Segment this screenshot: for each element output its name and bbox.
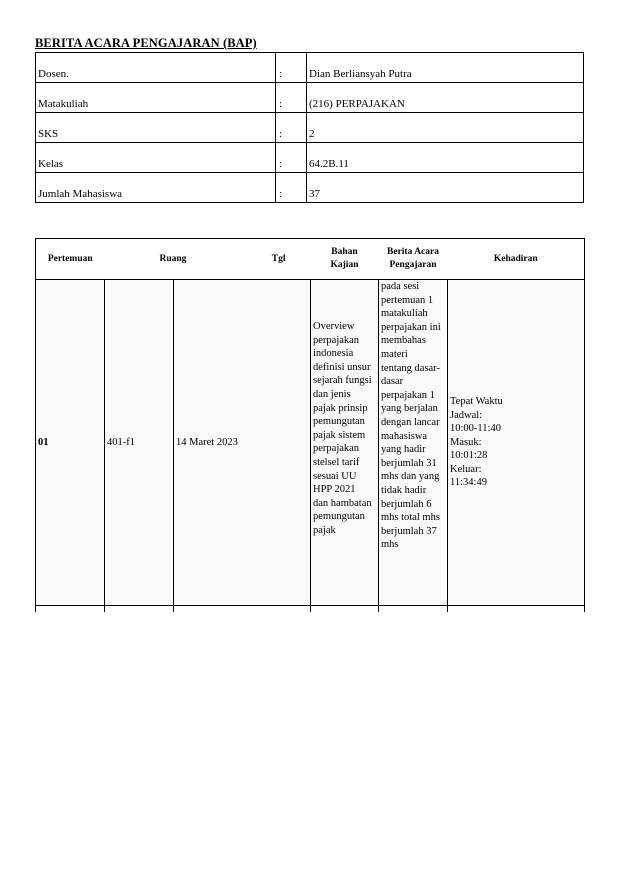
info-value: (216) PERPAJAKAN bbox=[307, 83, 584, 113]
cell-text-line: pemungutan bbox=[313, 511, 365, 523]
info-separator: : bbox=[276, 173, 307, 203]
cell-text-line: indonesia bbox=[313, 348, 354, 360]
table-row bbox=[36, 280, 585, 606]
table-header-row bbox=[36, 239, 585, 280]
cell-text-line: HPP 2021 bbox=[313, 484, 356, 496]
header-ruang: Ruang bbox=[105, 239, 174, 280]
info-value: 64.2B.11 bbox=[307, 143, 584, 173]
info-value: 2 bbox=[307, 113, 584, 143]
cell-text-line: berjumlah 31 bbox=[381, 457, 437, 469]
info-separator: : bbox=[276, 113, 307, 143]
cell-pertemuan: 01 bbox=[36, 280, 105, 606]
cell-text-line: yang berjalan bbox=[381, 403, 438, 415]
info-label: Matakuliah bbox=[36, 83, 276, 113]
cell-text-line: matakuliah bbox=[381, 308, 428, 320]
cell-empty bbox=[448, 606, 585, 613]
bap-table bbox=[35, 238, 585, 612]
info-label: Kelas bbox=[36, 143, 276, 173]
info-row-kelas bbox=[36, 143, 584, 173]
cell-text-line: perpajakan bbox=[313, 443, 360, 455]
table-row-continued bbox=[36, 606, 585, 613]
cell-text-line: sejarah fungsi bbox=[313, 375, 372, 387]
cell-text-line: yang hadir bbox=[381, 444, 426, 456]
info-label: SKS bbox=[36, 113, 276, 143]
cell-berita-acara bbox=[379, 280, 448, 606]
header-pertemuan: Pertemuan bbox=[36, 239, 105, 280]
page-title: BERITA ACARA PENGAJARAN (BAP) bbox=[35, 36, 257, 50]
cell-text-line: dan hambatan bbox=[313, 497, 372, 509]
header-kehadiran: Kehadiran bbox=[448, 239, 585, 280]
cell-text-line: pertemuan 1 bbox=[381, 294, 434, 306]
header-berita-line2: Pengajaran bbox=[389, 260, 437, 270]
cell-text-line: pada sesi bbox=[381, 281, 420, 292]
cell-bahan-kajian bbox=[311, 280, 379, 606]
cell-empty bbox=[311, 606, 379, 613]
cell-text-line: 10:00-11:40 bbox=[450, 423, 501, 435]
cell-text-line: sesuai UU bbox=[313, 470, 357, 482]
cell-text-line: mhs bbox=[381, 539, 399, 551]
cell-ruang: 401-f1 bbox=[105, 280, 174, 606]
info-value: Dian Berliansyah Putra bbox=[307, 53, 584, 83]
cell-text-line: definisi unsur bbox=[313, 361, 371, 373]
cell-text-line: mhs dan yang bbox=[381, 471, 440, 483]
cell-empty bbox=[105, 606, 174, 613]
cell-text-line: mhs total mhs bbox=[381, 512, 440, 524]
header-tgl: Tgl bbox=[174, 239, 311, 280]
cell-text-line: Masuk: bbox=[450, 436, 482, 448]
cell-empty bbox=[379, 606, 448, 613]
cell-text-line: pajak sistem bbox=[313, 429, 366, 441]
cell-text-line: perpajakan 1 bbox=[381, 389, 435, 401]
header-berita-line1: Berita Acara bbox=[387, 247, 439, 257]
cell-text-line: Jadwal: bbox=[450, 409, 483, 421]
cell-kehadiran bbox=[448, 280, 585, 606]
cell-text-line: 10:01:28 bbox=[450, 450, 488, 462]
header-berita-acara bbox=[379, 239, 448, 280]
header-bahan-line1: Bahan bbox=[331, 247, 358, 257]
cell-text-line: dengan lancar bbox=[381, 416, 440, 428]
cell-text-line: Overview bbox=[313, 321, 355, 332]
info-value: 37 bbox=[307, 173, 584, 203]
cell-text-line: pemungutan bbox=[313, 416, 365, 428]
info-row-sks bbox=[36, 113, 584, 143]
info-separator: : bbox=[276, 53, 307, 83]
cell-text-line: pajak prinsip bbox=[313, 402, 368, 414]
info-separator: : bbox=[276, 143, 307, 173]
info-row-dosen bbox=[36, 53, 584, 83]
cell-text-line: dan jenis bbox=[313, 388, 351, 400]
cell-text-line: berjumlah 6 bbox=[381, 498, 432, 510]
cell-empty bbox=[174, 606, 311, 613]
cell-text-line: Tepat Waktu bbox=[450, 395, 503, 407]
cell-text-line: tidak hadir bbox=[381, 484, 427, 496]
info-row-jumlah-mahasiswa bbox=[36, 173, 584, 203]
info-label: Dosen. bbox=[36, 53, 276, 83]
cell-text-line: tentang dasar- bbox=[381, 362, 440, 374]
cell-text-line: mahasiswa bbox=[381, 430, 428, 442]
cell-tgl: 14 Maret 2023 bbox=[174, 280, 311, 606]
cell-text-line: 11:34:49 bbox=[450, 477, 487, 489]
info-label: Jumlah Mahasiswa bbox=[36, 173, 276, 203]
info-separator: : bbox=[276, 83, 307, 113]
cell-text-line: berjumlah 37 bbox=[381, 525, 437, 537]
cell-text-line: dasar bbox=[381, 376, 404, 388]
cell-text-line: stelsel tarif bbox=[313, 456, 360, 468]
header-bahan-line2: Kajian bbox=[330, 260, 359, 270]
cell-text-line: perpajakan bbox=[313, 334, 360, 346]
cell-text-line: perpajakan ini bbox=[381, 321, 441, 333]
cell-text-line: materi bbox=[381, 348, 408, 360]
cell-text-line: pajak bbox=[313, 524, 336, 536]
cell-empty bbox=[36, 606, 105, 613]
header-bahan-kajian bbox=[311, 239, 379, 280]
info-table bbox=[35, 52, 584, 203]
info-row-matakuliah bbox=[36, 83, 584, 113]
cell-text-line: membahas bbox=[381, 335, 426, 347]
cell-text-line: Keluar: bbox=[450, 463, 482, 475]
